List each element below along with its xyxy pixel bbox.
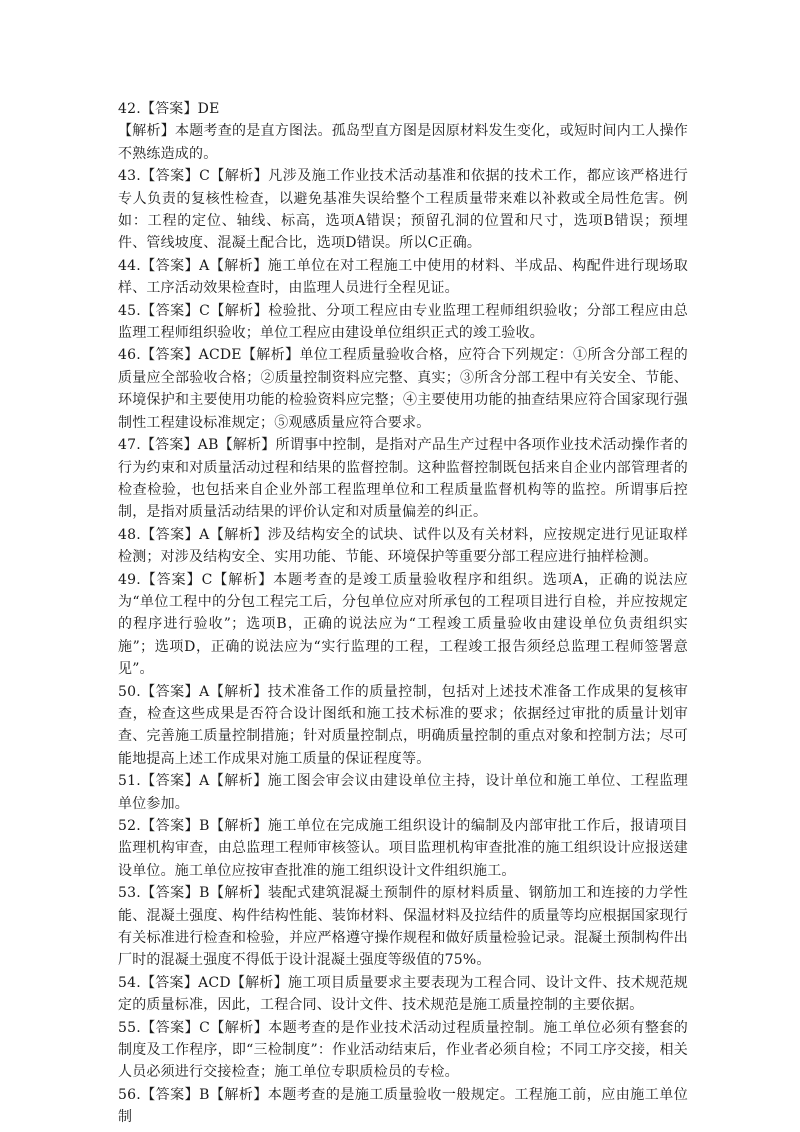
answer-item-55: 55.【答案】C【解析】本题考查的是作业技术活动过程质量控制。施工单位必须有整套的制度及工作程序，即“三检制度”：作业活动结束后，作业者必须自检；不同工序交接，相关人员必须进行交接检查；施工单位专职质检员的专检。: [118, 1019, 688, 1081]
answer-item-47: 47.【答案】AB【解析】所谓事中控制，是指对产品生产过程中各项作业技术活动操作者的行为约束和对质量活动过程和结果的监督控制。这种监督控制既包括来自企业内部管理者的检查检验，也包括来自企业外部工程监理单位和工程质量监督机构等的监控。所谓事后控制，是指对质量活动结果的评价认定和对质量偏差的纠正。: [118, 437, 688, 521]
answer-item-43: 43.【答案】C【解析】凡涉及施工作业技术活动基准和依据的技术工作，都应该严格进行专人负责的复核性检查，以避免基准失误给整个工程质量带来难以补救或全局性危害。例如：工程的定位、轴线、标高，选项A错误；预留孔洞的位置和尺寸，选项B错误；预埋件、管线坡度、混凝土配合比，选项D错误。所以C正确。: [118, 168, 688, 252]
answer-item-48: 48.【答案】A【解析】涉及结构安全的试块、试件以及有关材料，应按规定进行见证取样检测；对涉及结构安全、实用功能、节能、环境保护等重要分部工程应进行抽样检测。: [118, 526, 688, 566]
answer-item-53: 53.【答案】B【解析】装配式建筑混凝土预制件的原材料质量、钢筋加工和连接的力学性能、混凝土强度、构件结构性能、装饰材料、保温材料及拉结件的质量等均应根据国家现行有关标准进行检查和检验，并应严格遵守操作规程和做好质量检验记录。混凝土预制构件出厂时的混凝土强度不得低于设计混凝土强度等级值的75%。: [118, 885, 688, 969]
answer-item-56: 56.【答案】B【解析】本题考查的是施工质量验收一般规定。工程施工前，应由施工单位制: [118, 1086, 688, 1126]
answer-item-44: 44.【答案】A【解析】施工单位在对工程施工中使用的材料、半成品、构配件进行现场取样、工序活动效果检查时，由监理人员进行全程见证。: [118, 257, 688, 297]
answer-item-54: 54.【答案】ACD【解析】施工项目质量要求主要表现为工程合同、设计文件、技术规范规定的质量标准，因此，工程合同、设计文件、技术规范是施工质量控制的主要依据。: [118, 974, 688, 1014]
answer-item-46: 46.【答案】ACDE【解析】单位工程质量验收合格，应符合下列规定：①所含分部工程的质量应全部验收合格；②质量控制资料应完整、真实；③所含分部工程中有关安全、节能、环境保护和主要使用功能的检验资料应完整；④主要使用功能的抽查结果应符合国家现行强制性工程建设标准规定；⑤观感质量应符合要求。: [118, 347, 688, 431]
answer-analysis-42: 【解析】本题考查的是直方图法。孤岛型直方图是因原材料发生变化，或短时间内工人操作不熟练造成的。: [118, 123, 688, 162]
answer-item-50: 50.【答案】A【解析】技术准备工作的质量控制，包括对上述技术准备工作成果的复核审查，检查这些成果是否符合设计图纸和施工技术标准的要求；依据经过审批的质量计划审查、完善施工质量控制措施；针对质量控制点，明确质量控制的重点对象和控制方法；尽可能地提高上述工作成果对施工质量的保证程度等。: [118, 683, 688, 767]
answer-item-51: 51.【答案】A【解析】施工图会审会议由建设单位主持，设计单位和施工单位、工程监理单位参加。: [118, 773, 688, 812]
answer-item-42: 42.【答案】DE: [118, 101, 220, 117]
answer-item-49: 49.【答案】C【解析】本题考查的是竣工质量验收程序和组织。选项A，正确的说法应为“单位工程中的分包工程完工后，分包单位应对所承包的工程项目进行自检，并应按规定的程序进行验收”；选项B，正确的说法应为“工程竣工质量验收由建设单位负责组织实施”；选项D，正确的说法应为“实行监理的工程，工程竣工报告须经总监理工程师签署意见”。: [118, 571, 688, 678]
answer-item-52: 52.【答案】B【解析】施工单位在完成施工组织设计的编制及内部审批工作后，报请项目监理机构审查，由总监理工程师审核签认。项目监理机构审查批准的施工组织设计应报送建设单位。施工单位应按审查批准的施工组织设计文件组织施工。: [118, 818, 688, 879]
answer-item-45: 45.【答案】C【解析】检验批、分项工程应由专业监理工程师组织验收；分部工程应由总监理工程师组织验收；单位工程应由建设单位组织正式的竣工验收。: [118, 302, 688, 342]
answer-document: [118, 98, 688, 1129]
